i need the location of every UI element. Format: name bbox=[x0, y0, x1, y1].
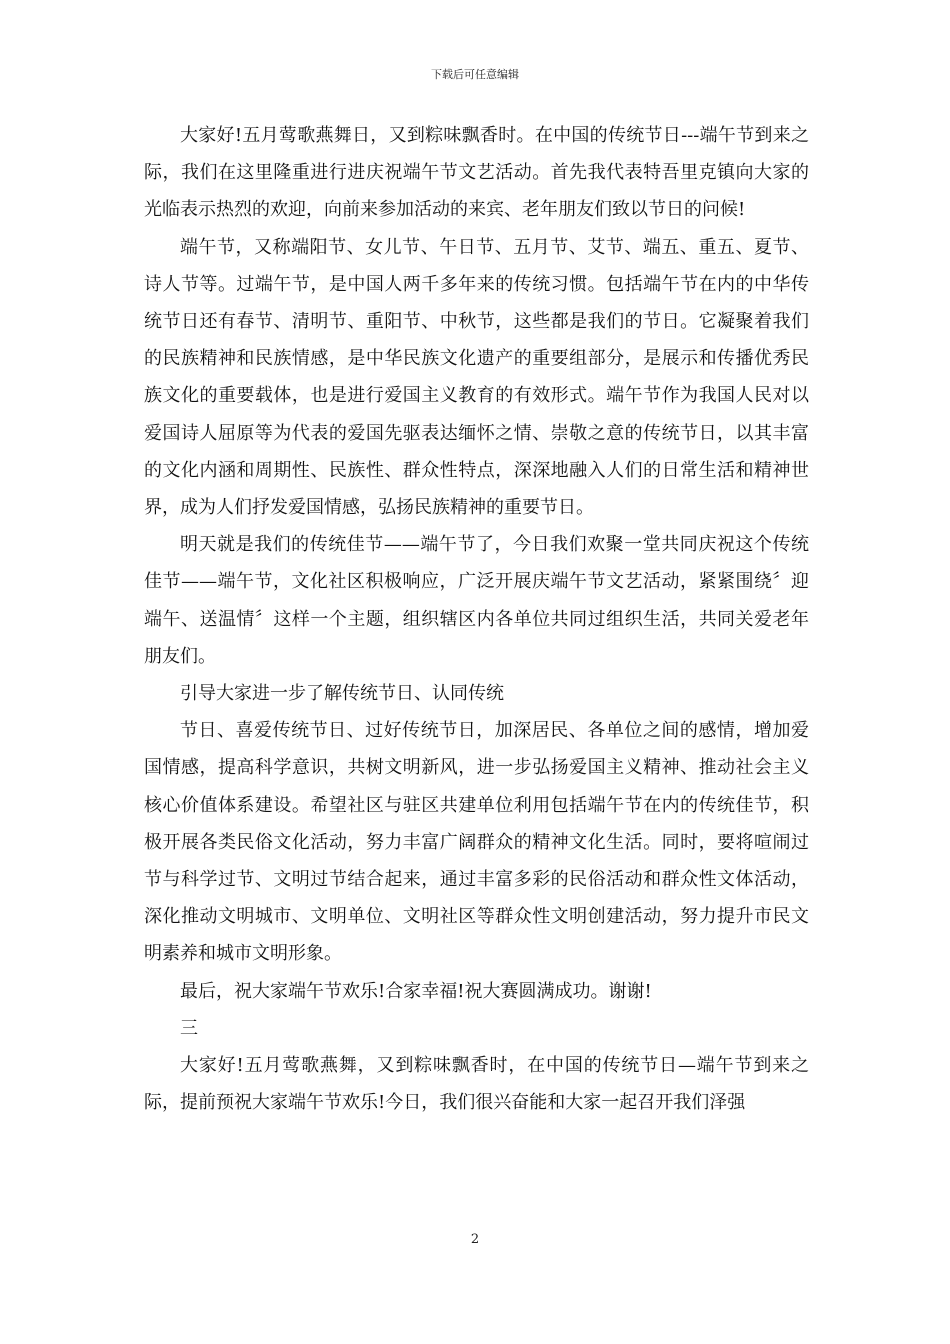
paragraph-second-greeting: 大家好!五月莺歌燕舞，又到粽味飘香时，在中国的传统节日—端午节到来之际，提前预祝大家端午节欢乐!今日，我们很兴奋能和大家一起召开我们泽强 bbox=[144, 1055, 809, 1114]
section-number: 三 bbox=[180, 1017, 198, 1039]
page-header: 下载后可任意编辑 bbox=[431, 68, 519, 81]
paragraph-closing: 最后，祝大家端午节欢乐!合家幸福!祝大赛圆满成功。谢谢! bbox=[180, 980, 652, 1002]
paragraph-celebration: 明天就是我们的传统佳节——端午节了，今日我们欢聚一堂共同庆祝这个传统佳节——端午节，文化社区积极响应，广泛开展庆端午节文艺活动，紧紧围绕〞迎端午、送温情〞这样一个主题，组织辖区内各单位共同过组织生活，共同关爱老年朋友们。 bbox=[144, 534, 809, 667]
paragraph-greeting: 大家好!五月莺歌燕舞日，又到粽味飘香时。在中国的传统节日---端午节到来之际，我们在这里隆重进行进庆祝端午节文艺活动。首先我代表特吾里克镇向大家的光临表示热烈的欢迎，向前来参加活动的来宾、老年朋友们致以节日的问候! bbox=[144, 125, 809, 221]
paragraph-guidance: 引导大家进一步了解传统节日、认同传统 bbox=[180, 683, 504, 705]
document-body bbox=[144, 117, 809, 1121]
paragraph-festival-intro: 端午节，又称端阳节、女儿节、午日节、五月节、艾节、端五、重五、夏节、诗人节等。过端午节，是中国人两千多年来的传统习惯。包括端午节在内的中华传统节日还有春节、清明节、重阳节、中秋节，这些都是我们的节日。它凝聚着我们的民族精神和民族情感，是中华民族文化遗产的重要组部分，是展示和传播优秀民族文化的重要载体，也是进行爱国主义教育的有效形式。端午节作为我国人民对以爱国诗人屈原等为代表的爱国先驱表达缅怀之情、崇敬之意的传统节日，以其丰富的文化内涵和周期性、民族性、群众性特点，深深地融入人们的日常生活和精神世界，成为人们抒发爱国情感，弘扬民族精神的重要节日。 bbox=[144, 236, 809, 519]
paragraph-activities: 节日、喜爱传统节日、过好传统节日，加深居民、各单位之间的感情，增加爱国情感，提高科学意识，共树文明新风，进一步弘扬爱国主义精神、推动社会主义核心价值体系建设。希望社区与驻区共建单位利用包括端午节在内的传统佳节，积极开展各类民俗文化活动，努力丰富广阔群众的精神文化生活。同时，要将喧闹过节与科学过节、文明过节结合起来，通过丰富多彩的民俗活动和群众性文体活动，深化推动文明城市、文明单位、文明社区等群众性文明创建活动，努力提升市民文明素养和城市文明形象。 bbox=[144, 720, 809, 965]
page-number: 2 bbox=[470, 1232, 480, 1247]
